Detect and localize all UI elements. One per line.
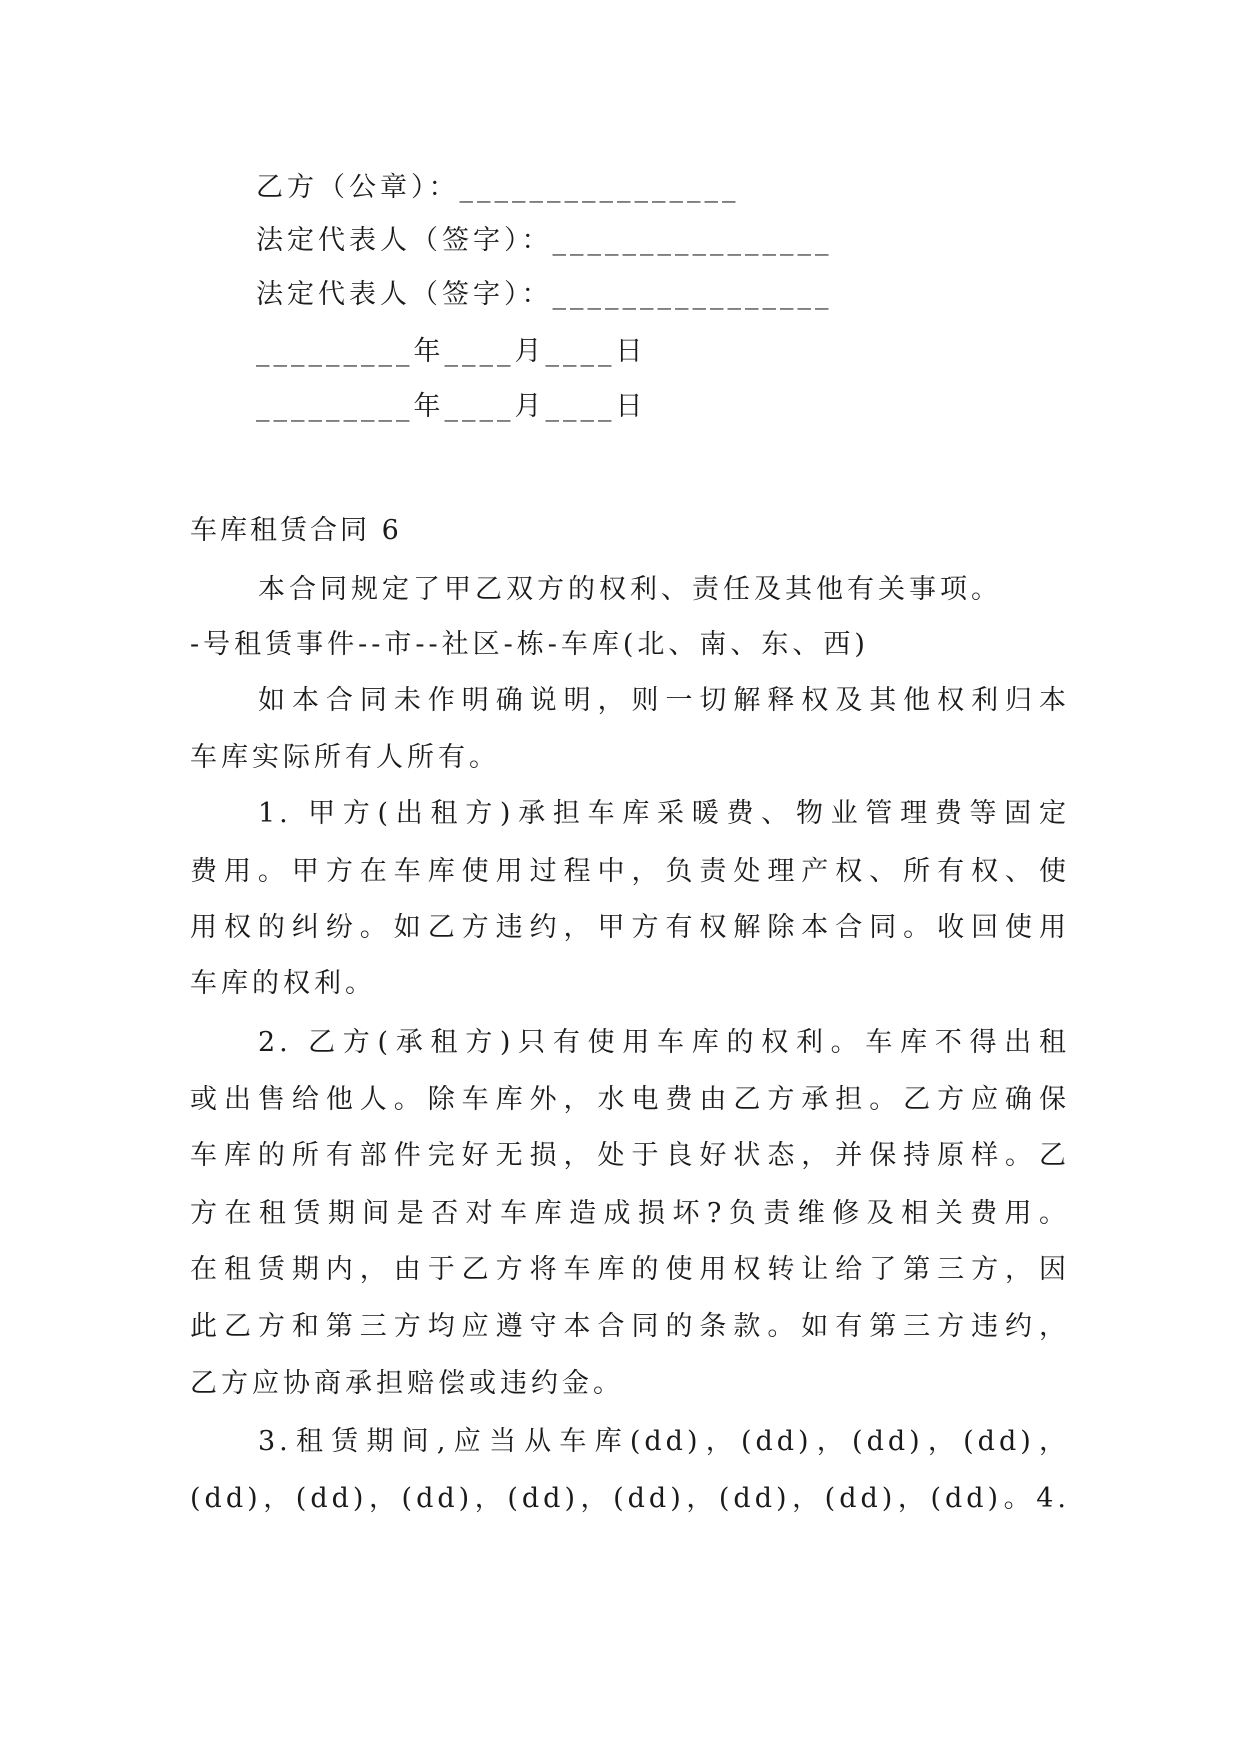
clause-2-line: 2. 乙方(承租方)只有使用车库的权利。车库不得出租	[258, 1027, 1070, 1058]
paragraph-line: -号租赁事件--市--社区-栋-车库(北、南、东、西)	[190, 629, 869, 660]
paragraph-line: 如本合同未作明确说明，则一切解释权及其他权利归本	[258, 685, 1070, 716]
clause-2-line: 方在租赁期间是否对车库造成损坏?负责维修及相关费用。	[190, 1198, 1070, 1229]
contract-title: 车库租赁合同 6	[190, 515, 402, 546]
clause-2-line: 在租赁期内，由于乙方将车库的使用权转让给了第三方，因	[190, 1254, 1070, 1285]
date-line-1: _________年____月____日	[256, 336, 647, 367]
clause-1-line: 费用。甲方在车库使用过程中，负责处理产权、所有权、使	[190, 856, 1070, 887]
clause-2-line: 车库的所有部件完好无损，处于良好状态，并保持原样。乙	[190, 1140, 1070, 1171]
clause-1-line: 车库的权利。	[190, 968, 376, 999]
clause-2-line: 或出售给他人。除车库外，水电费由乙方承担。乙方应确保	[190, 1084, 1070, 1115]
legal-representative-signature-line-2: 法定代表人（签字）：________________	[256, 279, 833, 310]
clause-3-line: (dd)，(dd)，(dd)，(dd)，(dd)，(dd)，(dd)，(dd)。4.	[190, 1483, 1070, 1514]
paragraph-line: 车库实际所有人所有。	[190, 742, 500, 773]
clause-3-line: 3.租赁期间,应当从车库(dd)，(dd)，(dd)，(dd)，	[258, 1426, 1070, 1457]
legal-representative-signature-line-1: 法定代表人（签字）：________________	[256, 225, 833, 256]
party-b-seal-line: 乙方（公章）：________________	[256, 172, 740, 203]
date-line-2: _________年____月____日	[256, 391, 647, 422]
paragraph-line: 本合同规定了甲乙双方的权利、责任及其他有关事项。	[258, 574, 1002, 605]
clause-1-line: 1. 甲方(出租方)承担车库采暖费、物业管理费等固定	[258, 798, 1070, 829]
clause-2-line: 乙方应协商承担赔偿或违约金。	[190, 1368, 624, 1399]
clause-1-line: 用权的纠纷。如乙方违约，甲方有权解除本合同。收回使用	[190, 912, 1070, 943]
clause-2-line: 此乙方和第三方均应遵守本合同的条款。如有第三方违约，	[190, 1311, 1070, 1342]
